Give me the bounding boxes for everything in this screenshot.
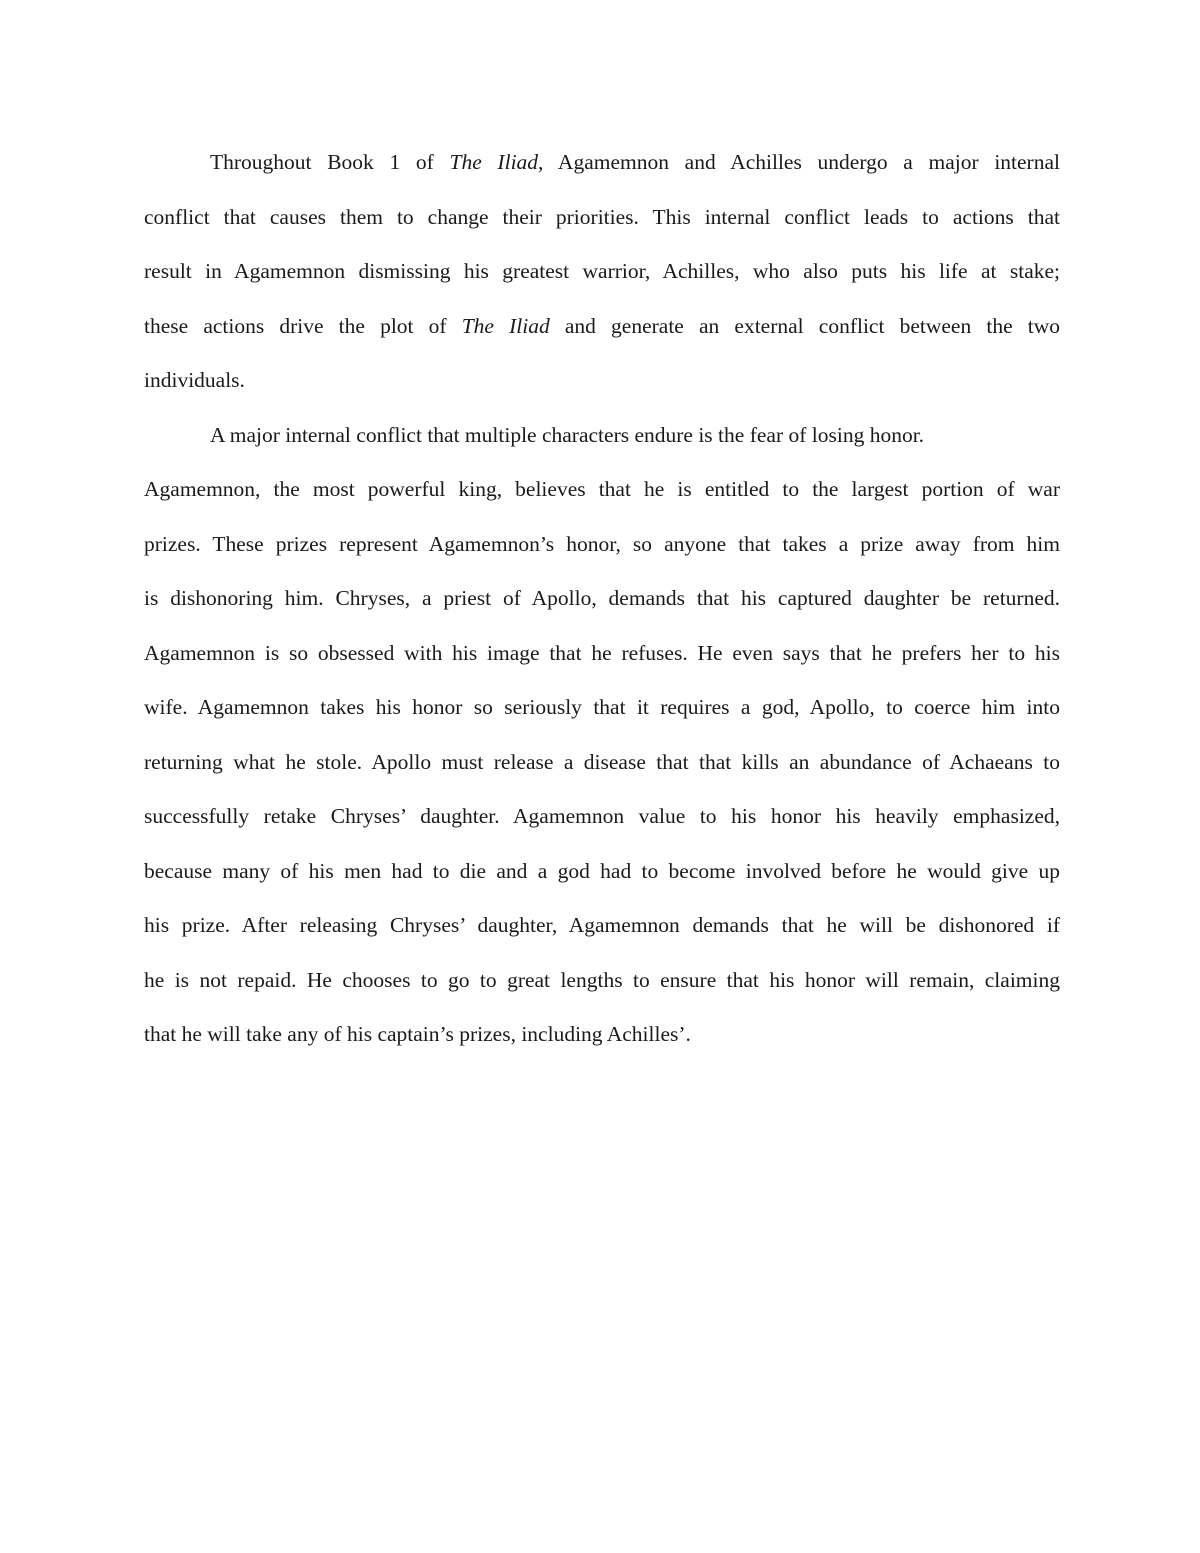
- paragraph-line: [144, 135, 1060, 190]
- paragraph-line: prizes. These prizes represent Agamemnon’s honor, so anyone that takes a prize away from him: [144, 531, 1060, 556]
- paragraph-line: result in Agamemnon dismissing his greatest warrior, Achilles, who also puts his life at stake;: [144, 259, 1060, 283]
- paragraph-1: [144, 135, 1060, 408]
- paragraph-line: his prize. After releasing Chryses’ daughter, Agamemnon demands that he will be dishonored if: [144, 913, 1060, 937]
- text-run: Throughout Book 1 of: [210, 150, 450, 174]
- paragraph-line: because many of his men had to die and a god had to become involved before he would give up: [144, 858, 1060, 883]
- paragraph-line: is dishonoring him. Chryses, a priest of Apollo, demands that his captured daughter be returned.: [144, 586, 1060, 610]
- text-run: , Agamemnon and Achilles undergo a major internal: [538, 150, 1060, 174]
- paragraph-line: wife. Agamemnon takes his honor so seriously that it requires a god, Apollo, to coerce him into: [144, 695, 1060, 719]
- paragraph-line: individuals.: [144, 368, 245, 392]
- paragraph-2: [144, 408, 1060, 1062]
- book-title-italic: The Iliad: [461, 313, 550, 338]
- paragraph-line: returning what he stole. Apollo must release a disease that that kills an abundance of Achaeans to: [144, 749, 1060, 774]
- paragraph-line: [144, 299, 1060, 354]
- essay-body: [144, 135, 1060, 1062]
- paragraph-line: Agamemnon, the most powerful king, believes that he is entitled to the largest portion of war: [144, 477, 1060, 501]
- paragraph-line: conflict that causes them to change their priorities. This internal conflict leads to actions that: [144, 204, 1060, 229]
- paragraph-line: successfully retake Chryses’ daughter. Agamemnon value to his honor his heavily emphasized,: [144, 804, 1060, 828]
- paragraph-line: A major internal conflict that multiple characters endure is the fear of losing honor.: [210, 422, 925, 447]
- book-title-italic: The Iliad: [449, 150, 539, 174]
- paragraph-line: Agamemnon is so obsessed with his image that he refuses. He even says that he prefers her to his: [144, 640, 1060, 665]
- paragraph-line: he is not repaid. He chooses to go to great lengths to ensure that his honor will remain, claiming: [144, 967, 1060, 992]
- text-run: these actions drive the plot of: [144, 313, 462, 338]
- text-run: and generate an external conflict between the two: [549, 313, 1061, 338]
- paragraph-line: that he will take any of his captain’s prizes, including Achilles’.: [144, 1022, 691, 1046]
